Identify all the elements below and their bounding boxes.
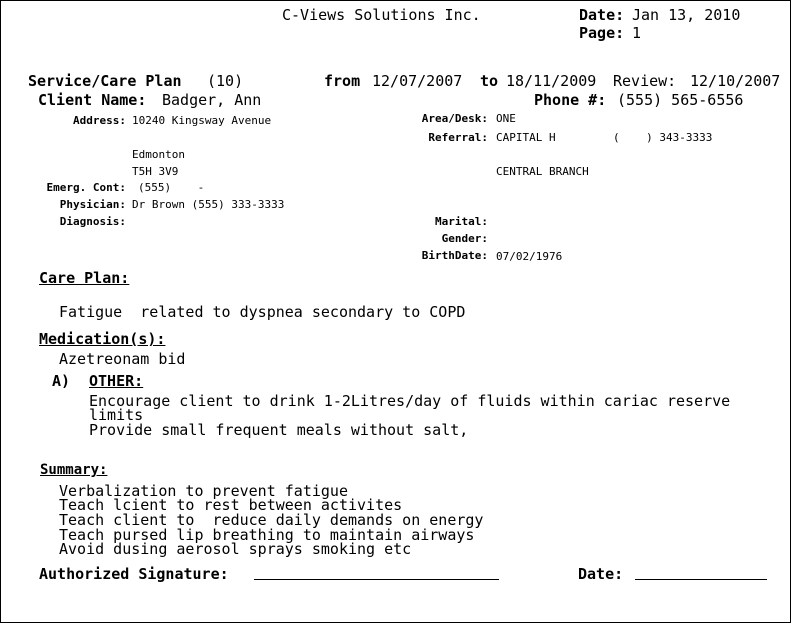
marital-label: Marital: [435, 215, 488, 228]
plan-from-label: from [324, 72, 361, 90]
phone-value: (555) 565-6556 [617, 91, 744, 109]
address-postal: T5H 3V9 [132, 165, 179, 178]
emerg-contact-value: (555) - [138, 181, 205, 194]
medication-heading: Medication(s): [39, 330, 166, 348]
address-line1: 10240 Kingsway Avenue [132, 114, 272, 127]
other-line: Encourage client to drink 1-2Litres/day of fluids within cariac reserve [89, 392, 731, 410]
care-plan-heading: Care Plan: [39, 269, 130, 287]
page-value: 1 [632, 24, 642, 42]
plan-title: Service/Care Plan [28, 72, 182, 90]
client-name-value: Badger, Ann [162, 91, 262, 109]
page-label: Page: [579, 24, 625, 42]
other-line: limits [89, 406, 144, 424]
address-label: Address: [73, 114, 126, 127]
referral-branch: CENTRAL BRANCH [496, 165, 589, 178]
referral-value: CAPITAL H [496, 131, 556, 144]
area-desk-value: ONE [496, 112, 516, 125]
signature-line [254, 579, 499, 580]
care-plan-text: Fatigue related to dyspnea secondary to COPD [59, 303, 466, 321]
phone-label: Phone #: [534, 91, 607, 109]
client-name-label: Client Name: [38, 91, 147, 109]
other-heading: OTHER: [89, 372, 144, 390]
summary-line: Avoid dusing aerosol sprays smoking etc [59, 540, 412, 558]
birthdate-value: 07/02/1976 [496, 250, 563, 263]
summary-line: Teach client to reduce daily demands on energy [59, 511, 484, 529]
summary-line: Teach lcient to rest between activites [59, 496, 403, 514]
company-name: C-Views Solutions Inc. [282, 6, 481, 24]
physician-label: Physician: [59, 198, 126, 211]
summary-line: Teach pursed lip breathing to maintain airways [59, 526, 475, 544]
plan-number: (10) [207, 72, 244, 90]
signature-date-line [635, 579, 767, 580]
plan-from-value: 12/07/2007 [372, 72, 463, 90]
report-date-value: Jan 13, 2010 [632, 6, 741, 24]
summary-heading: Summary: [40, 462, 108, 478]
birthdate-label: BirthDate: [421, 249, 488, 262]
other-line: Provide small frequent meals without salt, [89, 421, 469, 439]
plan-review-value: 12/10/2007 [690, 72, 781, 90]
medication-text: Azetreonam bid [59, 350, 186, 368]
gender-label: Gender: [441, 232, 488, 245]
referral-label: Referral: [428, 131, 488, 144]
diagnosis-label: Diagnosis: [59, 215, 126, 228]
plan-review-label: Review: [613, 72, 677, 90]
referral-phone: ( ) 343-3333 [613, 131, 713, 144]
physician-value: Dr Brown (555) 333-3333 [132, 198, 285, 211]
emerg-contact-label: Emerg. Cont: [46, 181, 126, 194]
address-city: Edmonton [132, 148, 185, 161]
other-marker: A) [52, 372, 71, 390]
report-date-label: Date: [579, 6, 625, 24]
plan-to-value: 18/11/2009 [506, 72, 597, 90]
authorized-signature-label: Authorized Signature: [39, 565, 229, 583]
summary-line: Verbalization to prevent fatigue [59, 482, 348, 500]
signature-date-label: Date: [578, 565, 624, 583]
area-desk-label: Area/Desk: [421, 112, 488, 125]
plan-to-label: to [480, 72, 499, 90]
